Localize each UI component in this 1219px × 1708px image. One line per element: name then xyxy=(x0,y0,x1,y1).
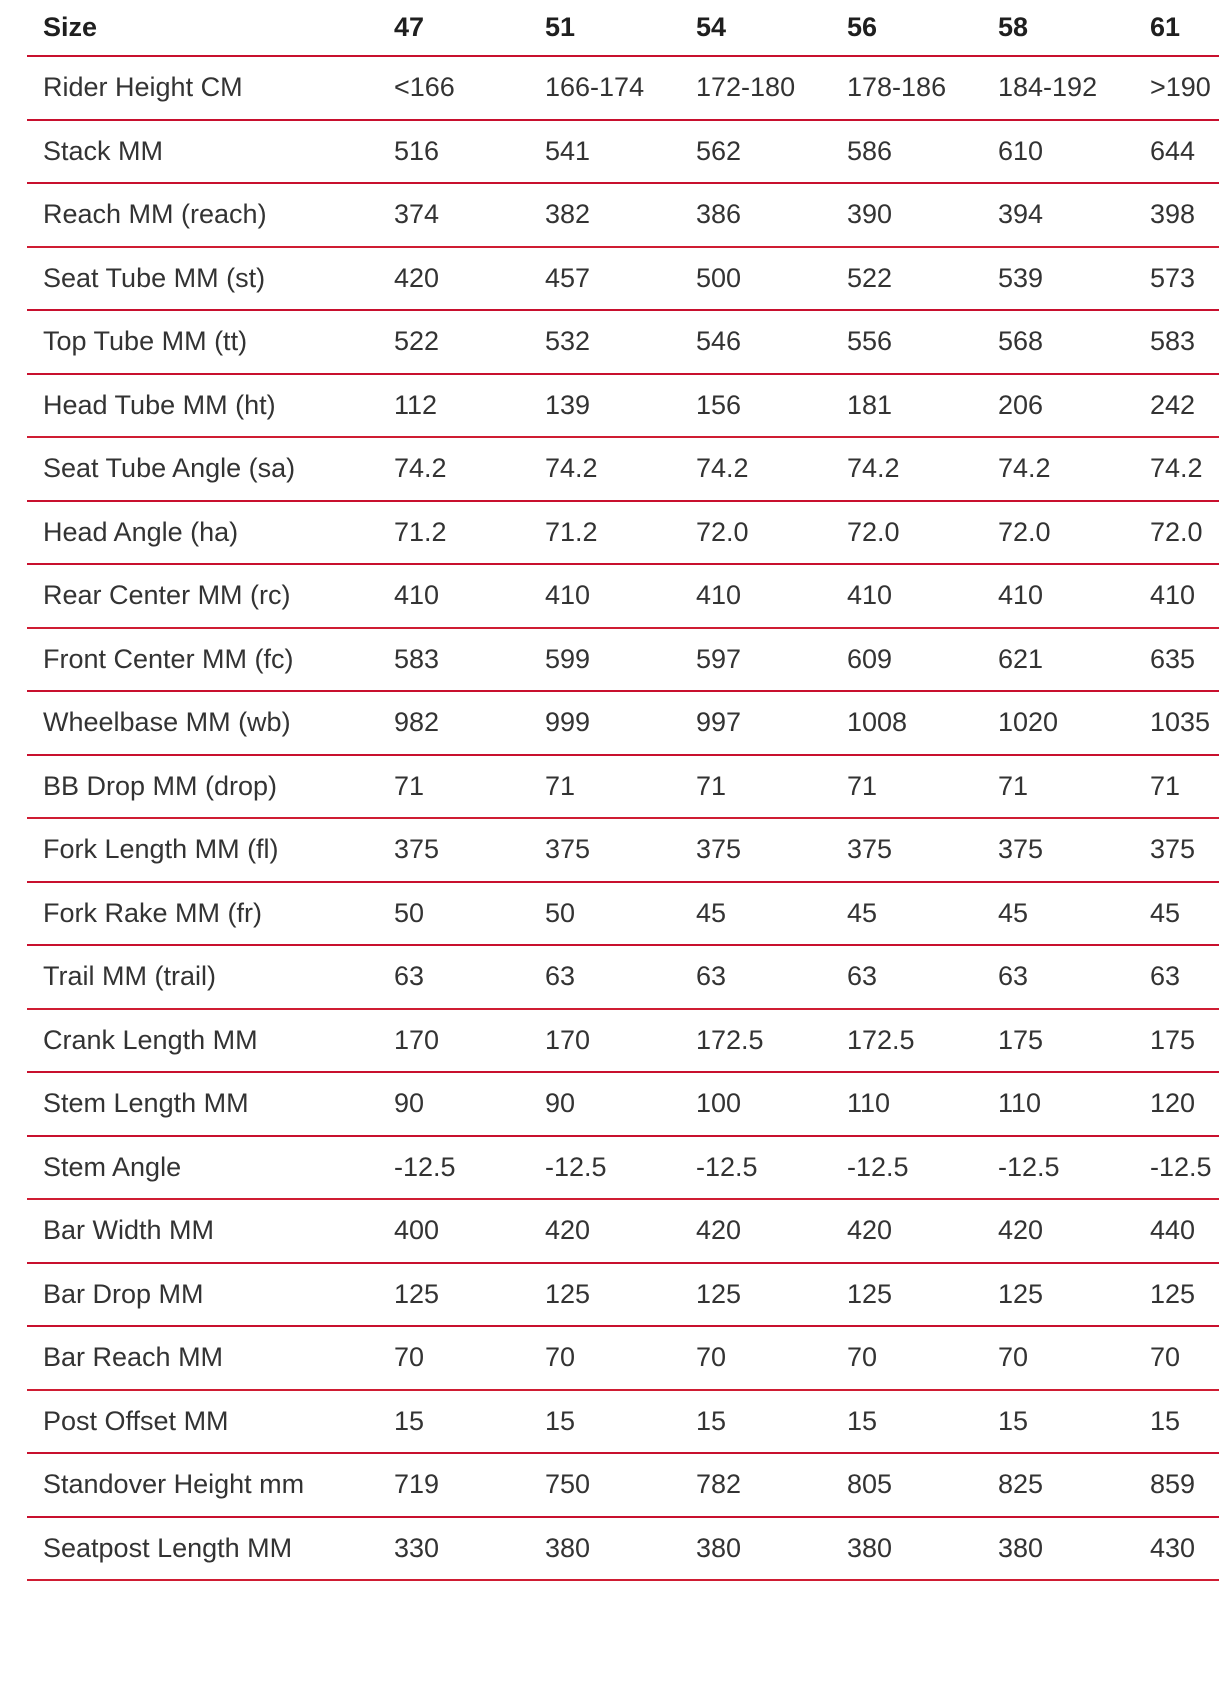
table-row xyxy=(27,755,1219,819)
table-cell: 71 xyxy=(394,755,545,819)
table-row xyxy=(27,1390,1219,1454)
table-cell: 410 xyxy=(545,564,696,628)
table-cell: 170 xyxy=(545,1009,696,1073)
table-cell: 420 xyxy=(847,1199,998,1263)
row-label: Trail MM (trail) xyxy=(27,945,394,1009)
table-cell: 72.0 xyxy=(847,501,998,565)
table-cell: 120 xyxy=(1150,1072,1219,1136)
row-label: Rider Height CM xyxy=(27,56,394,120)
table-cell: 15 xyxy=(998,1390,1150,1454)
table-cell: 330 xyxy=(394,1517,545,1581)
table-cell: 546 xyxy=(696,310,847,374)
table-cell: -12.5 xyxy=(847,1136,998,1200)
row-label: BB Drop MM (drop) xyxy=(27,755,394,819)
row-label: Seatpost Length MM xyxy=(27,1517,394,1581)
table-cell: 70 xyxy=(696,1326,847,1390)
table-row xyxy=(27,437,1219,501)
table-cell: 156 xyxy=(696,374,847,438)
table-cell: 71.2 xyxy=(394,501,545,565)
table-cell: >190 xyxy=(1150,56,1219,120)
table-cell: 70 xyxy=(1150,1326,1219,1390)
table-cell: 112 xyxy=(394,374,545,438)
table-cell: 380 xyxy=(696,1517,847,1581)
table-cell: 72.0 xyxy=(1150,501,1219,565)
table-cell: 71 xyxy=(696,755,847,819)
table-cell: 15 xyxy=(696,1390,847,1454)
table-cell: 999 xyxy=(545,691,696,755)
table-cell: 90 xyxy=(394,1072,545,1136)
table-cell: 63 xyxy=(1150,945,1219,1009)
table-cell: 181 xyxy=(847,374,998,438)
table-cell: 410 xyxy=(394,564,545,628)
table-cell: 71 xyxy=(1150,755,1219,819)
header-cell-size-51: 51 xyxy=(545,0,696,56)
table-row xyxy=(27,882,1219,946)
table-cell: 568 xyxy=(998,310,1150,374)
table-cell: 375 xyxy=(696,818,847,882)
table-cell: 400 xyxy=(394,1199,545,1263)
row-label: Seat Tube MM (st) xyxy=(27,247,394,311)
table-cell: 719 xyxy=(394,1453,545,1517)
row-label: Reach MM (reach) xyxy=(27,183,394,247)
table-cell: 609 xyxy=(847,628,998,692)
table-cell: 382 xyxy=(545,183,696,247)
table-cell: -12.5 xyxy=(394,1136,545,1200)
table-cell: 15 xyxy=(394,1390,545,1454)
table-cell: 586 xyxy=(847,120,998,184)
table-row xyxy=(27,1453,1219,1517)
table-cell: 63 xyxy=(696,945,847,1009)
table-row xyxy=(27,945,1219,1009)
table-cell: 644 xyxy=(1150,120,1219,184)
row-label: Rear Center MM (rc) xyxy=(27,564,394,628)
row-label: Bar Reach MM xyxy=(27,1326,394,1390)
table-cell: 420 xyxy=(545,1199,696,1263)
row-label: Post Offset MM xyxy=(27,1390,394,1454)
table-cell: 390 xyxy=(847,183,998,247)
table-row xyxy=(27,1009,1219,1073)
table-cell: 50 xyxy=(545,882,696,946)
row-label: Head Tube MM (ht) xyxy=(27,374,394,438)
table-cell: 74.2 xyxy=(847,437,998,501)
table-cell: 500 xyxy=(696,247,847,311)
table-cell: 178-186 xyxy=(847,56,998,120)
table-cell: 72.0 xyxy=(696,501,847,565)
table-cell: 125 xyxy=(394,1263,545,1327)
table-cell: 430 xyxy=(1150,1517,1219,1581)
table-cell: 583 xyxy=(394,628,545,692)
table-cell: 71.2 xyxy=(545,501,696,565)
table-cell: 599 xyxy=(545,628,696,692)
table-cell: 380 xyxy=(998,1517,1150,1581)
row-label: Top Tube MM (tt) xyxy=(27,310,394,374)
table-cell: 532 xyxy=(545,310,696,374)
table-cell: 175 xyxy=(998,1009,1150,1073)
table-cell: 750 xyxy=(545,1453,696,1517)
row-label: Stem Angle xyxy=(27,1136,394,1200)
table-cell: 1035 xyxy=(1150,691,1219,755)
table-cell: 100 xyxy=(696,1072,847,1136)
table-cell: 635 xyxy=(1150,628,1219,692)
table-cell: 172.5 xyxy=(696,1009,847,1073)
table-cell: 90 xyxy=(545,1072,696,1136)
table-cell: 172.5 xyxy=(847,1009,998,1073)
table-cell: 420 xyxy=(394,247,545,311)
table-cell: 74.2 xyxy=(696,437,847,501)
table-cell: 166-174 xyxy=(545,56,696,120)
table-cell: 621 xyxy=(998,628,1150,692)
table-cell: 45 xyxy=(696,882,847,946)
table-cell: 375 xyxy=(998,818,1150,882)
row-label: Head Angle (ha) xyxy=(27,501,394,565)
row-label: Fork Length MM (fl) xyxy=(27,818,394,882)
table-cell: 71 xyxy=(998,755,1150,819)
table-row xyxy=(27,1517,1219,1581)
row-label: Standover Height mm xyxy=(27,1453,394,1517)
table-cell: 522 xyxy=(394,310,545,374)
table-cell: 170 xyxy=(394,1009,545,1073)
table-cell: 440 xyxy=(1150,1199,1219,1263)
table-cell: 375 xyxy=(545,818,696,882)
table-cell: 70 xyxy=(545,1326,696,1390)
table-cell: 420 xyxy=(696,1199,847,1263)
table-cell: 71 xyxy=(545,755,696,819)
table-cell: 125 xyxy=(545,1263,696,1327)
table-cell: 172-180 xyxy=(696,56,847,120)
header-cell-size-47: 47 xyxy=(394,0,545,56)
table-cell: 375 xyxy=(847,818,998,882)
table-cell: -12.5 xyxy=(998,1136,1150,1200)
row-label: Stack MM xyxy=(27,120,394,184)
table-cell: 610 xyxy=(998,120,1150,184)
table-row xyxy=(27,501,1219,565)
table-cell: 1008 xyxy=(847,691,998,755)
table-cell: 70 xyxy=(998,1326,1150,1390)
table-cell: 125 xyxy=(998,1263,1150,1327)
table-cell: 70 xyxy=(394,1326,545,1390)
table-cell: 15 xyxy=(847,1390,998,1454)
table-cell: 380 xyxy=(545,1517,696,1581)
table-cell: 45 xyxy=(998,882,1150,946)
geometry-table-header xyxy=(27,0,1219,56)
table-cell: 410 xyxy=(847,564,998,628)
table-row xyxy=(27,247,1219,311)
table-cell: 74.2 xyxy=(545,437,696,501)
table-cell: -12.5 xyxy=(1150,1136,1219,1200)
table-row xyxy=(27,1199,1219,1263)
table-cell: -12.5 xyxy=(696,1136,847,1200)
table-cell: 374 xyxy=(394,183,545,247)
table-cell: 70 xyxy=(847,1326,998,1390)
header-cell-size-label: Size xyxy=(27,0,394,56)
geometry-table xyxy=(27,0,1219,1581)
table-cell: 242 xyxy=(1150,374,1219,438)
table-cell: 175 xyxy=(1150,1009,1219,1073)
table-cell: 15 xyxy=(1150,1390,1219,1454)
header-cell-size-58: 58 xyxy=(998,0,1150,56)
table-cell: 72.0 xyxy=(998,501,1150,565)
table-cell: 125 xyxy=(1150,1263,1219,1327)
header-cell-size-56: 56 xyxy=(847,0,998,56)
header-cell-size-61: 61 xyxy=(1150,0,1219,56)
table-cell: 71 xyxy=(847,755,998,819)
table-cell: 982 xyxy=(394,691,545,755)
table-cell: 125 xyxy=(847,1263,998,1327)
table-cell: 380 xyxy=(847,1517,998,1581)
geometry-table-body xyxy=(27,56,1219,1580)
header-cell-size-54: 54 xyxy=(696,0,847,56)
table-cell: 15 xyxy=(545,1390,696,1454)
table-cell: 63 xyxy=(545,945,696,1009)
table-cell: 63 xyxy=(394,945,545,1009)
table-cell: 63 xyxy=(847,945,998,1009)
table-cell: 583 xyxy=(1150,310,1219,374)
table-cell: 457 xyxy=(545,247,696,311)
row-label: Wheelbase MM (wb) xyxy=(27,691,394,755)
table-cell: 110 xyxy=(847,1072,998,1136)
table-cell: 805 xyxy=(847,1453,998,1517)
table-cell: 859 xyxy=(1150,1453,1219,1517)
table-row xyxy=(27,564,1219,628)
table-row xyxy=(27,1263,1219,1327)
row-label: Bar Width MM xyxy=(27,1199,394,1263)
row-label: Front Center MM (fc) xyxy=(27,628,394,692)
table-cell: 1020 xyxy=(998,691,1150,755)
table-cell: 125 xyxy=(696,1263,847,1327)
row-label: Crank Length MM xyxy=(27,1009,394,1073)
table-cell: 597 xyxy=(696,628,847,692)
table-cell: 50 xyxy=(394,882,545,946)
table-cell: -12.5 xyxy=(545,1136,696,1200)
table-row xyxy=(27,183,1219,247)
table-cell: <166 xyxy=(394,56,545,120)
table-cell: 410 xyxy=(1150,564,1219,628)
table-cell: 539 xyxy=(998,247,1150,311)
table-cell: 782 xyxy=(696,1453,847,1517)
table-cell: 63 xyxy=(998,945,1150,1009)
table-cell: 516 xyxy=(394,120,545,184)
table-cell: 398 xyxy=(1150,183,1219,247)
table-cell: 110 xyxy=(998,1072,1150,1136)
header-row xyxy=(27,0,1219,56)
table-cell: 562 xyxy=(696,120,847,184)
row-label: Bar Drop MM xyxy=(27,1263,394,1327)
table-cell: 556 xyxy=(847,310,998,374)
table-cell: 45 xyxy=(1150,882,1219,946)
table-row xyxy=(27,1326,1219,1390)
table-row xyxy=(27,310,1219,374)
table-row xyxy=(27,628,1219,692)
table-cell: 375 xyxy=(394,818,545,882)
table-row xyxy=(27,691,1219,755)
table-cell: 573 xyxy=(1150,247,1219,311)
table-cell: 420 xyxy=(998,1199,1150,1263)
table-cell: 410 xyxy=(998,564,1150,628)
row-label: Seat Tube Angle (sa) xyxy=(27,437,394,501)
table-cell: 394 xyxy=(998,183,1150,247)
table-row xyxy=(27,374,1219,438)
table-cell: 206 xyxy=(998,374,1150,438)
table-cell: 184-192 xyxy=(998,56,1150,120)
table-cell: 139 xyxy=(545,374,696,438)
row-label: Stem Length MM xyxy=(27,1072,394,1136)
table-cell: 825 xyxy=(998,1453,1150,1517)
table-row xyxy=(27,1136,1219,1200)
table-cell: 74.2 xyxy=(394,437,545,501)
table-row xyxy=(27,120,1219,184)
table-cell: 386 xyxy=(696,183,847,247)
table-row xyxy=(27,1072,1219,1136)
table-cell: 74.2 xyxy=(1150,437,1219,501)
table-cell: 375 xyxy=(1150,818,1219,882)
table-cell: 997 xyxy=(696,691,847,755)
table-cell: 541 xyxy=(545,120,696,184)
table-cell: 522 xyxy=(847,247,998,311)
table-row xyxy=(27,56,1219,120)
table-row xyxy=(27,818,1219,882)
table-cell: 74.2 xyxy=(998,437,1150,501)
table-cell: 45 xyxy=(847,882,998,946)
row-label: Fork Rake MM (fr) xyxy=(27,882,394,946)
table-cell: 410 xyxy=(696,564,847,628)
